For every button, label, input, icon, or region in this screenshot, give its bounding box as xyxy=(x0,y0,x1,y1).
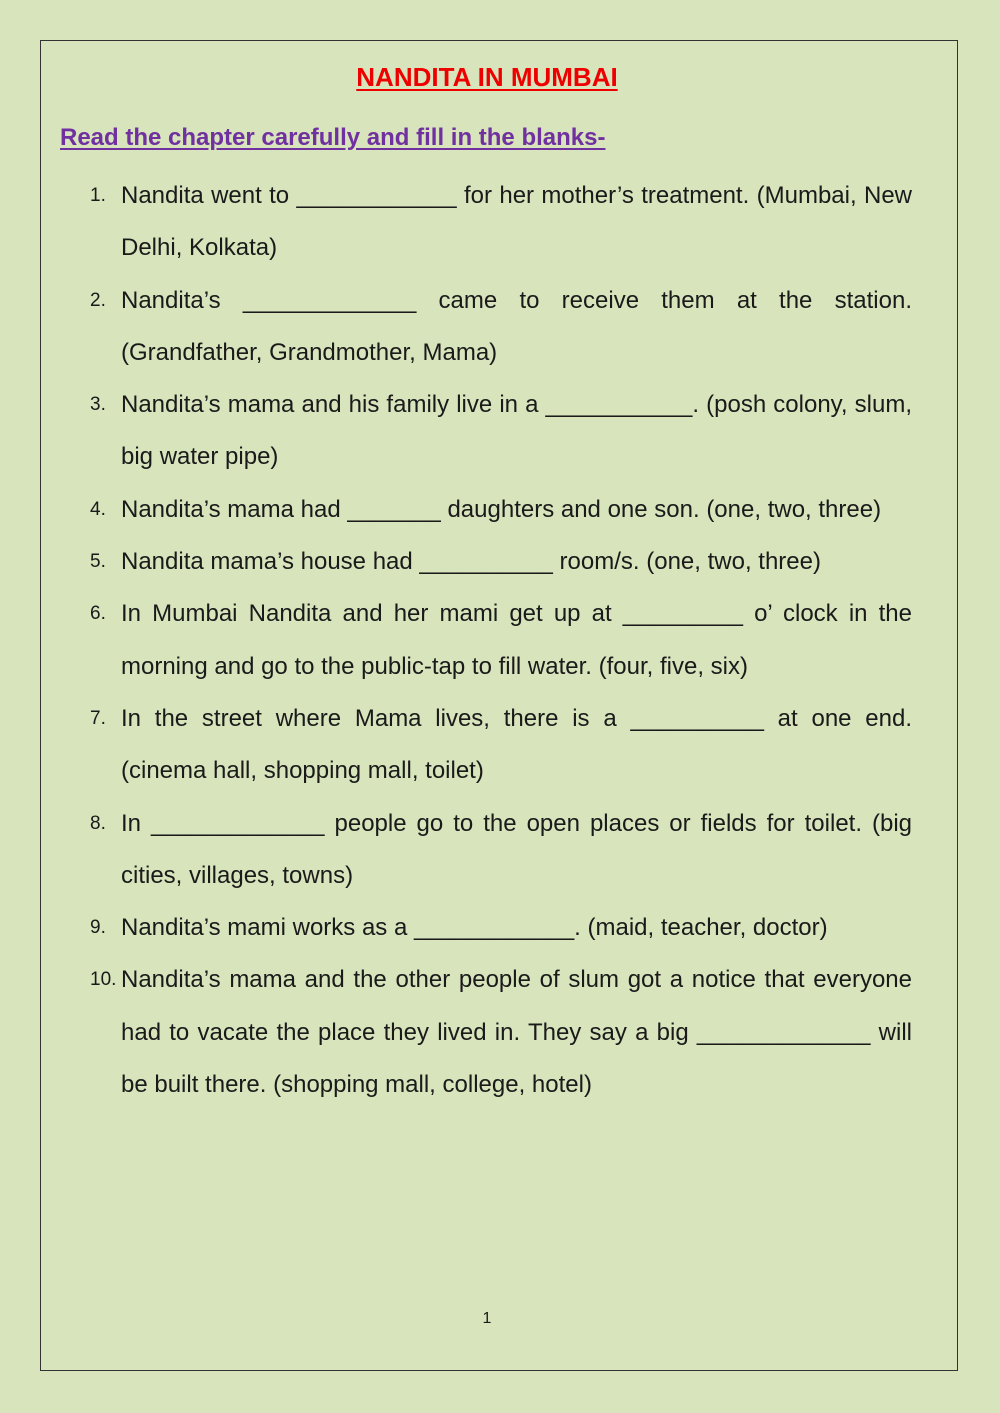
question-text: Nandita’s mama and his family live in a ___________. (posh colony, slum, big water pipe) xyxy=(121,391,912,471)
question-number: 2. xyxy=(90,289,106,311)
question-list xyxy=(0,170,1000,1111)
question-number: 7. xyxy=(90,707,106,729)
question-text: In the street where Mama lives, there is a __________ at one end. (cinema hall, shopping mall, toilet) xyxy=(121,704,912,785)
question-3 xyxy=(0,379,912,484)
question-2 xyxy=(0,275,912,380)
question-number: 3. xyxy=(90,394,106,416)
question-number: 1. xyxy=(90,185,106,206)
question-5 xyxy=(0,536,912,588)
question-text: In _____________ people go to the open places or fields for toilet. (big cities, villages, towns) xyxy=(121,809,912,889)
question-text: Nandita’s mama had _______ daughters and one son. (one, two, three) xyxy=(121,495,882,523)
question-text: Nandita’s mami works as a ____________. (maid, teacher, doctor) xyxy=(121,914,828,942)
question-9 xyxy=(0,902,912,954)
question-text: Nandita’s mama and the other people of slum got a notice that everyone had to vacate the place they lived in. They say a big _____________ will be built there. (shopping mall, college, hotel) xyxy=(121,966,912,1099)
question-text: Nandita went to ____________ for her mother’s treatment. (Mumbai, New Delhi, Kolkata) xyxy=(121,182,912,262)
question-8 xyxy=(0,798,912,903)
question-number: 9. xyxy=(90,917,106,939)
question-text: Nandita mama’s house had __________ room/s. (one, two, three) xyxy=(121,548,821,576)
question-number: 10. xyxy=(90,969,117,991)
question-text: In Mumbai Nandita and her mami get up at _________ o’ clock in the morning and go to the public-tap to fill water. (four, five, six) xyxy=(121,600,912,680)
question-text: Nandita’s _____________ came to receive them at the station. (Grandfather, Grandmother, Mama) xyxy=(121,286,912,366)
question-number: 8. xyxy=(90,812,106,834)
question-1 xyxy=(0,170,912,275)
question-number: 5. xyxy=(90,551,106,573)
question-4 xyxy=(0,484,912,536)
question-number: 4. xyxy=(90,498,106,520)
page-title: NANDITA IN MUMBAI xyxy=(356,62,618,92)
question-number: 6. xyxy=(90,603,106,625)
question-7 xyxy=(0,693,912,798)
page-number: 1 xyxy=(482,1310,492,1327)
question-10 xyxy=(0,954,912,1111)
instruction-heading: Read the chapter carefully and fill in the blanks- xyxy=(60,124,606,151)
question-6 xyxy=(0,588,912,693)
